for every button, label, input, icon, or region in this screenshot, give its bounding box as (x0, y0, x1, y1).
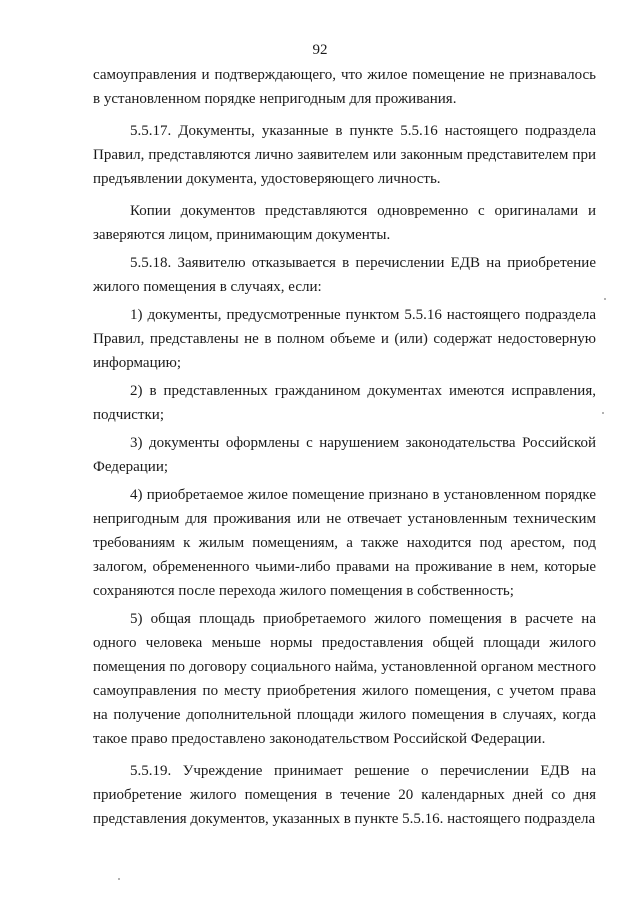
paragraph-clause-5-5-18: 5.5.18. Заявителю отказывается в перечислении ЕДВ на приобретение жилого помещения в случаях, если: (93, 255, 596, 295)
paragraph-copies: Копии документов представляются одновременно с оригиналами и заверяются лицом, принимающим документы. (93, 203, 596, 243)
scan-speck (604, 298, 606, 300)
list-item-refusal-5: 5) общая площадь приобретаемого жилого помещения в расчете на одного человека меньше нормы предоставления общей площади жилого помещения по договору социального найма, установленной органом местного самоуправления по месту приобретения жилого помещения, с учетом права на получение дополнительной площади жилого помещения в случаях, когда такое право предоставлено законодательством Российской Федерации. (93, 611, 596, 747)
list-item-refusal-4: 4) приобретаемое жилое помещение признано в установленном порядке непригодным для проживания или не отвечает установленным техническим требованиям к жилым помещениям, а также находится под арестом, под залогом, обремененного чьими-либо правами на проживание в нем, которые сохраняются после перехода жилого помещения в собственность; (93, 487, 596, 599)
page-number: 92 (312, 42, 328, 58)
list-item-refusal-3: 3) документы оформлены с нарушением законодательства Российской Федерации; (93, 435, 596, 475)
paragraph-clause-5-5-17: 5.5.17. Документы, указанные в пункте 5.5.16 настоящего подраздела Правил, представляются лично заявителем или законным представителем при предъявлении документа, удостоверяющего личность. (93, 123, 596, 187)
list-item-refusal-2: 2) в представленных гражданином документах имеются исправления, подчистки; (93, 383, 596, 423)
document-body (93, 63, 596, 831)
paragraph-continuation: самоуправления и подтверждающего, что жилое помещение не признавалось в установленном порядке непригодным для проживания. (93, 67, 596, 107)
paragraph-clause-5-5-19: 5.5.19. Учреждение принимает решение о перечислении ЕДВ на приобретение жилого помещения в течение 20 календарных дней со дня представления документов, указанных в пункте 5.5.16. настоящего подраздела (93, 763, 596, 827)
scan-speck (118, 878, 120, 880)
scan-speck (602, 412, 604, 414)
list-item-refusal-1: 1) документы, предусмотренные пунктом 5.5.16 настоящего подраздела Правил, представлены не в полном объеме и (или) содержат недостоверную информацию; (93, 307, 596, 371)
